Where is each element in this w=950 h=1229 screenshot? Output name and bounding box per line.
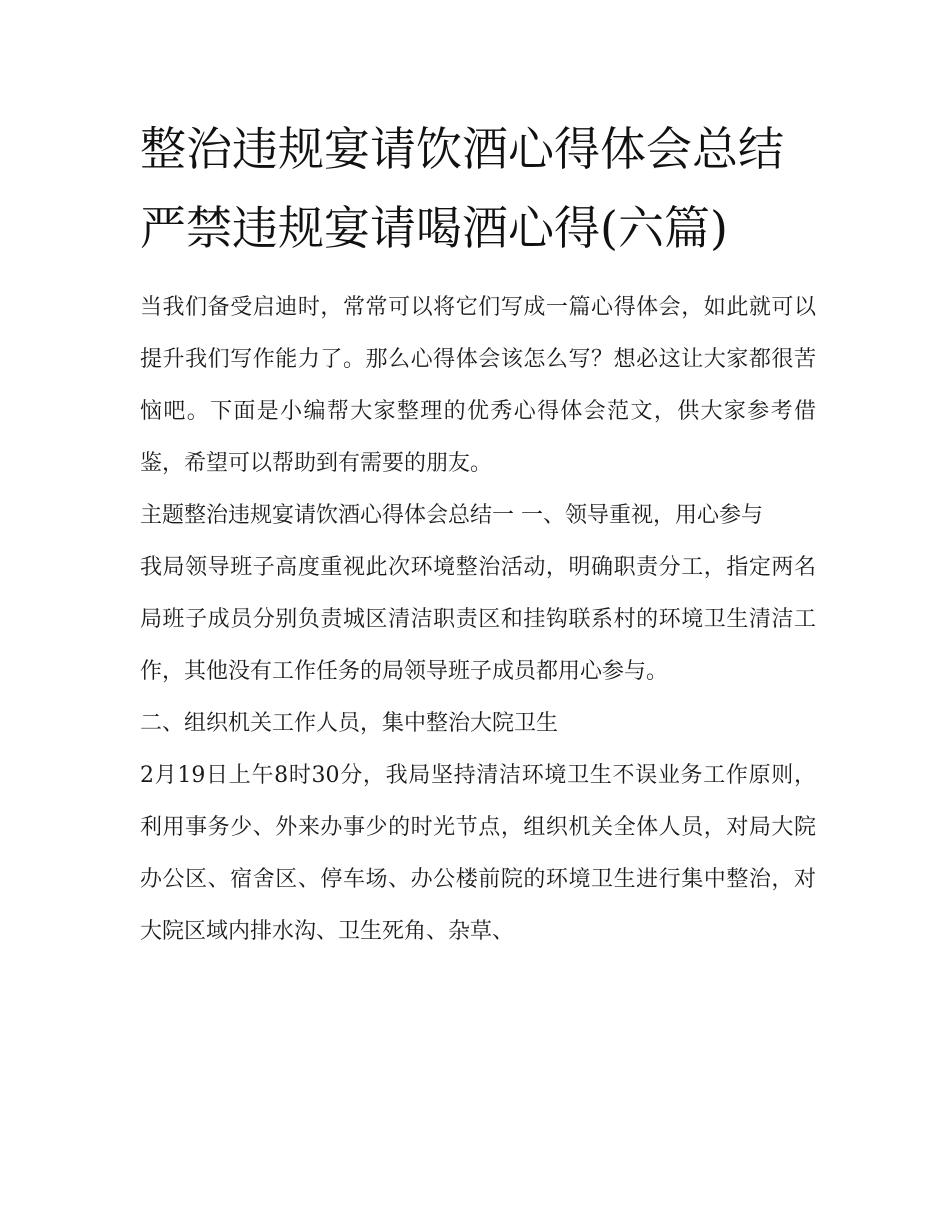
document-body: [140, 110, 816, 958]
intro-paragraph: 当我们备受启迪时，常常可以将它们写成一篇心得体会，如此就可以提升我们写作能力了。那么心得体会该怎么写？想必这让大家都很苦恼吧。下面是小编帮大家整理的优秀心得体会范文，供大家参考借鉴，希望可以帮助到有需要的朋友。: [140, 295, 816, 476]
body-paragraph-1: 我局领导班子高度重视此次环境整治活动，明确职责分工，指定两名局班子成员分别负责城区清洁职责区和挂钩联系村的环境卫生清洁工作，其他没有工作任务的局领导班子成员都用心参与。: [140, 555, 816, 684]
document-title: 整治违规宴请饮酒心得体会总结 严禁违规宴请喝酒心得(六篇): [140, 122, 784, 255]
body-paragraph-2: 2月19日上午8时30分，我局坚持清洁环境卫生不误业务工作原则，利用事务少、外来办事少的时光节点，组织机关全体人员，对局大院办公区、宿舍区、停车场、办公楼前院的环境卫生进行集中整治，对大院区域内排水沟、卫生死角、杂草、: [140, 763, 816, 944]
section-heading-1: 主题整治违规宴请饮酒心得体会总结一 一、领导重视，用心参与: [140, 503, 763, 528]
section-heading-2: 二、组织机关工作人员，集中整治大院卫生: [140, 711, 559, 736]
